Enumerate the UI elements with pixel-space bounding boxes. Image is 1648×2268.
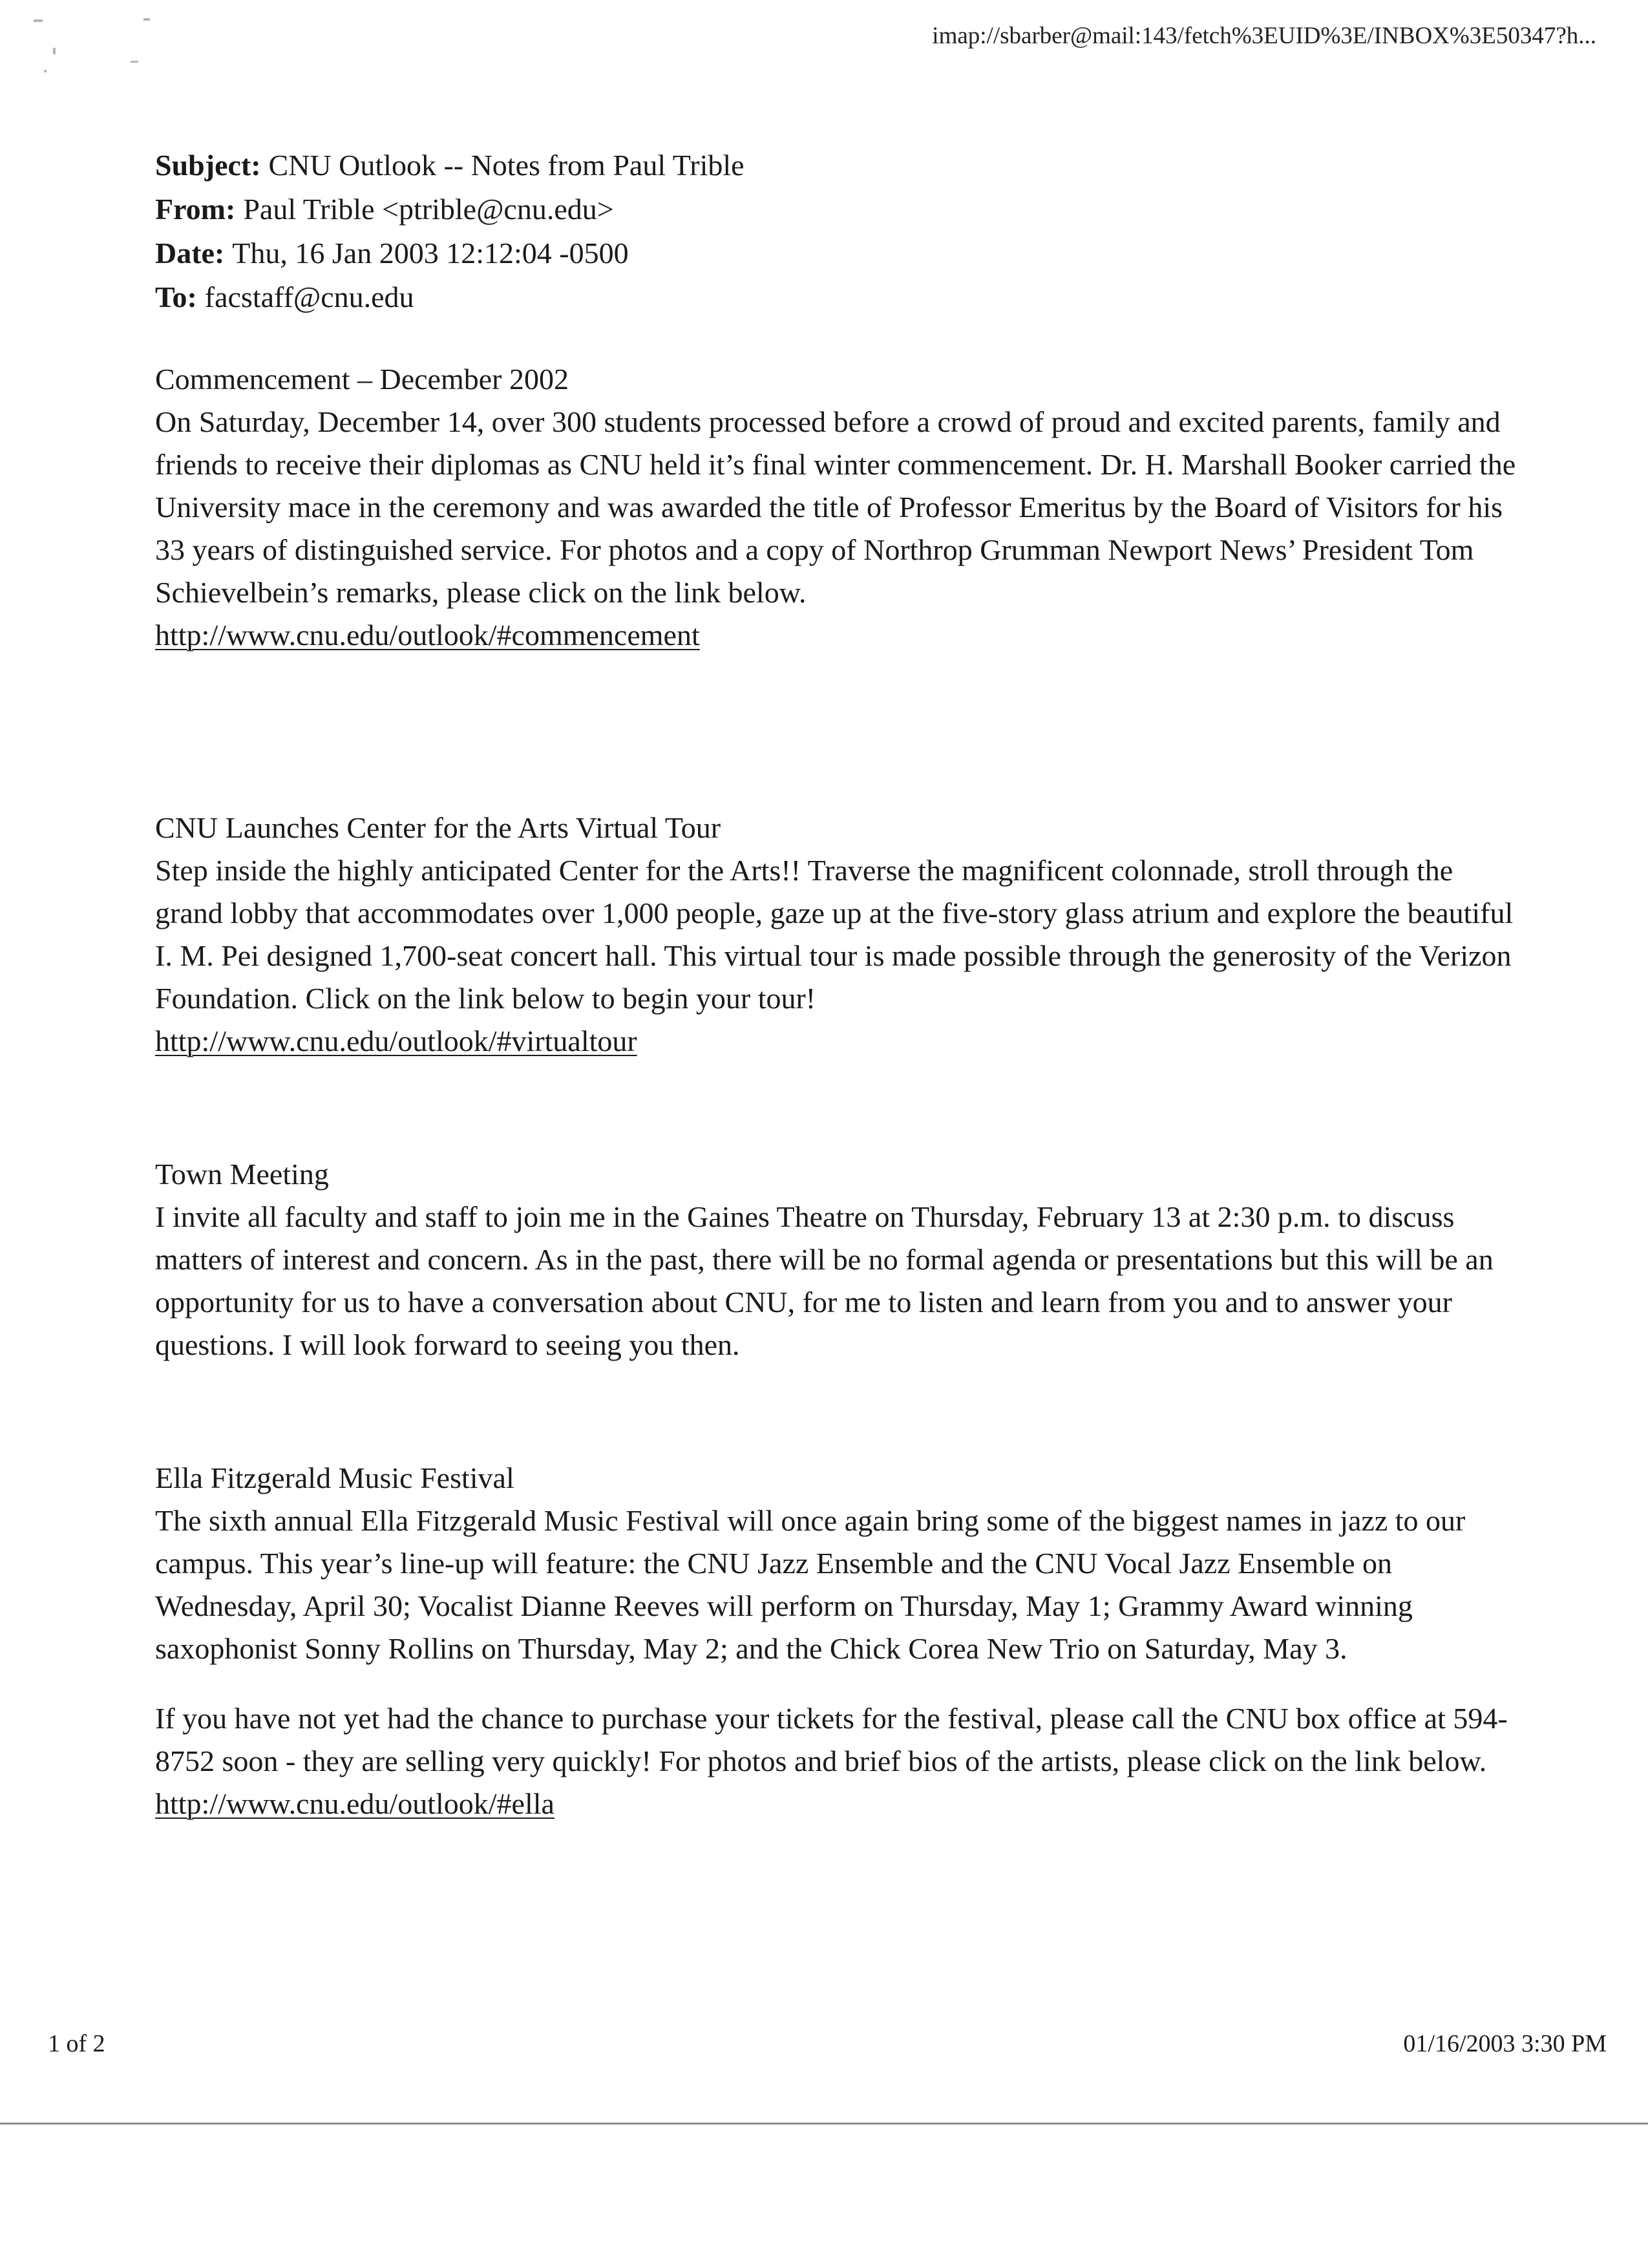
date-label: Date: bbox=[155, 237, 225, 270]
subject-value: CNU Outlook -- Notes from Paul Trible bbox=[268, 149, 745, 182]
to-row bbox=[155, 275, 1480, 319]
section-body: The sixth annual Ella Fitzgerald Music Festival will once again bring some of the biggest names in jazz to our campus. This year’s line-up will feature: the CNU Jazz Ensemble and the CNU Vocal Jazz Ensemble on Wednesday, April 30; Vocalist Dianne Reeves will perform on Thursday, May 1; Grammy Award winning saxophonist Sonny Rollins on Thursday, May 2; and the Chick Corea New Trio on Saturday, May 3. bbox=[155, 1504, 1466, 1665]
page-number: 1 of 2 bbox=[48, 2030, 105, 2057]
section-body: If you have not yet had the chance to purchase your tickets for the festival, please call the CNU box office at 594-8752 soon - they are selling very quickly! For photos and brief bios of the artists, please click on the link below. bbox=[155, 1702, 1508, 1777]
section-town-meeting bbox=[155, 1153, 1519, 1366]
section-body: On Saturday, December 14, over 300 students processed before a crowd of proud and excited parents, family and friends to receive their diplomas as CNU held it’s final winter commencement. Dr. H. Marshall Booker carried the University mace in the ceremony and was awarded the title of Professor Emeritus by the Board of Visitors for his 33 years of distinguished service. For photos and a copy of Northrop Grumman Newport News’ President Tom Schievelbein’s remarks, please click on the link below. bbox=[155, 405, 1516, 609]
section-body: Step inside the highly anticipated Center for the Arts!! Traverse the magnificent colonnade, stroll through the grand lobby that accommodates over 1,000 people, gaze up at the five-story glass atrium and explore the beautiful I. M. Pei designed 1,700-seat concert hall. This virtual tour is made possible through the generosity of the Verizon Foundation. Click on the link below to begin your tour! bbox=[155, 854, 1514, 1015]
scan-speck bbox=[53, 48, 56, 54]
page-edge-divider bbox=[0, 2123, 1648, 2125]
section-ella-festival bbox=[155, 1457, 1519, 1825]
scan-speck bbox=[44, 70, 47, 72]
scan-speck bbox=[143, 18, 150, 21]
commencement-link[interactable]: http://www.cnu.edu/outlook/#commencement bbox=[155, 619, 700, 652]
from-label: From: bbox=[155, 193, 236, 226]
to-label: To: bbox=[155, 281, 197, 313]
ella-link[interactable]: http://www.cnu.edu/outlook/#ella bbox=[155, 1787, 555, 1820]
print-url-header: imap://sbarber@mail:143/fetch%3EUID%3E/INBOX%3E50347?h... bbox=[932, 23, 1596, 49]
section-commencement bbox=[155, 358, 1519, 657]
to-value: facstaff@cnu.edu bbox=[204, 281, 414, 313]
section-title: Town Meeting bbox=[155, 1158, 329, 1191]
section-body: I invite all faculty and staff to join me in the Gaines Theatre on Thursday, February 13 at 2:30 p.m. to discuss matters of interest and concern. As in the past, there will be no formal agenda or presentations but this will be an opportunity for us to have a conversation about CNU, for me to listen and learn from you and to answer your questions. I will look forward to seeing you then. bbox=[155, 1200, 1494, 1361]
scan-speck bbox=[131, 61, 138, 63]
scan-speck bbox=[34, 19, 43, 22]
section-title: Commencement – December 2002 bbox=[155, 363, 569, 396]
from-row bbox=[155, 187, 1480, 231]
section-title: Ella Fitzgerald Music Festival bbox=[155, 1461, 514, 1494]
email-headers bbox=[155, 143, 1480, 319]
virtual-tour-link[interactable]: http://www.cnu.edu/outlook/#virtualtour bbox=[155, 1024, 637, 1057]
from-value: Paul Trible <ptrible@cnu.edu> bbox=[243, 193, 614, 226]
section-title: CNU Launches Center for the Arts Virtual Tour bbox=[155, 811, 721, 844]
section-virtual-tour bbox=[155, 807, 1519, 1063]
date-value: Thu, 16 Jan 2003 12:12:04 -0500 bbox=[232, 237, 629, 270]
date-row bbox=[155, 231, 1480, 275]
subject-label: Subject: bbox=[155, 149, 261, 182]
subject-row bbox=[155, 143, 1480, 187]
print-timestamp: 01/16/2003 3:30 PM bbox=[1403, 2030, 1607, 2057]
